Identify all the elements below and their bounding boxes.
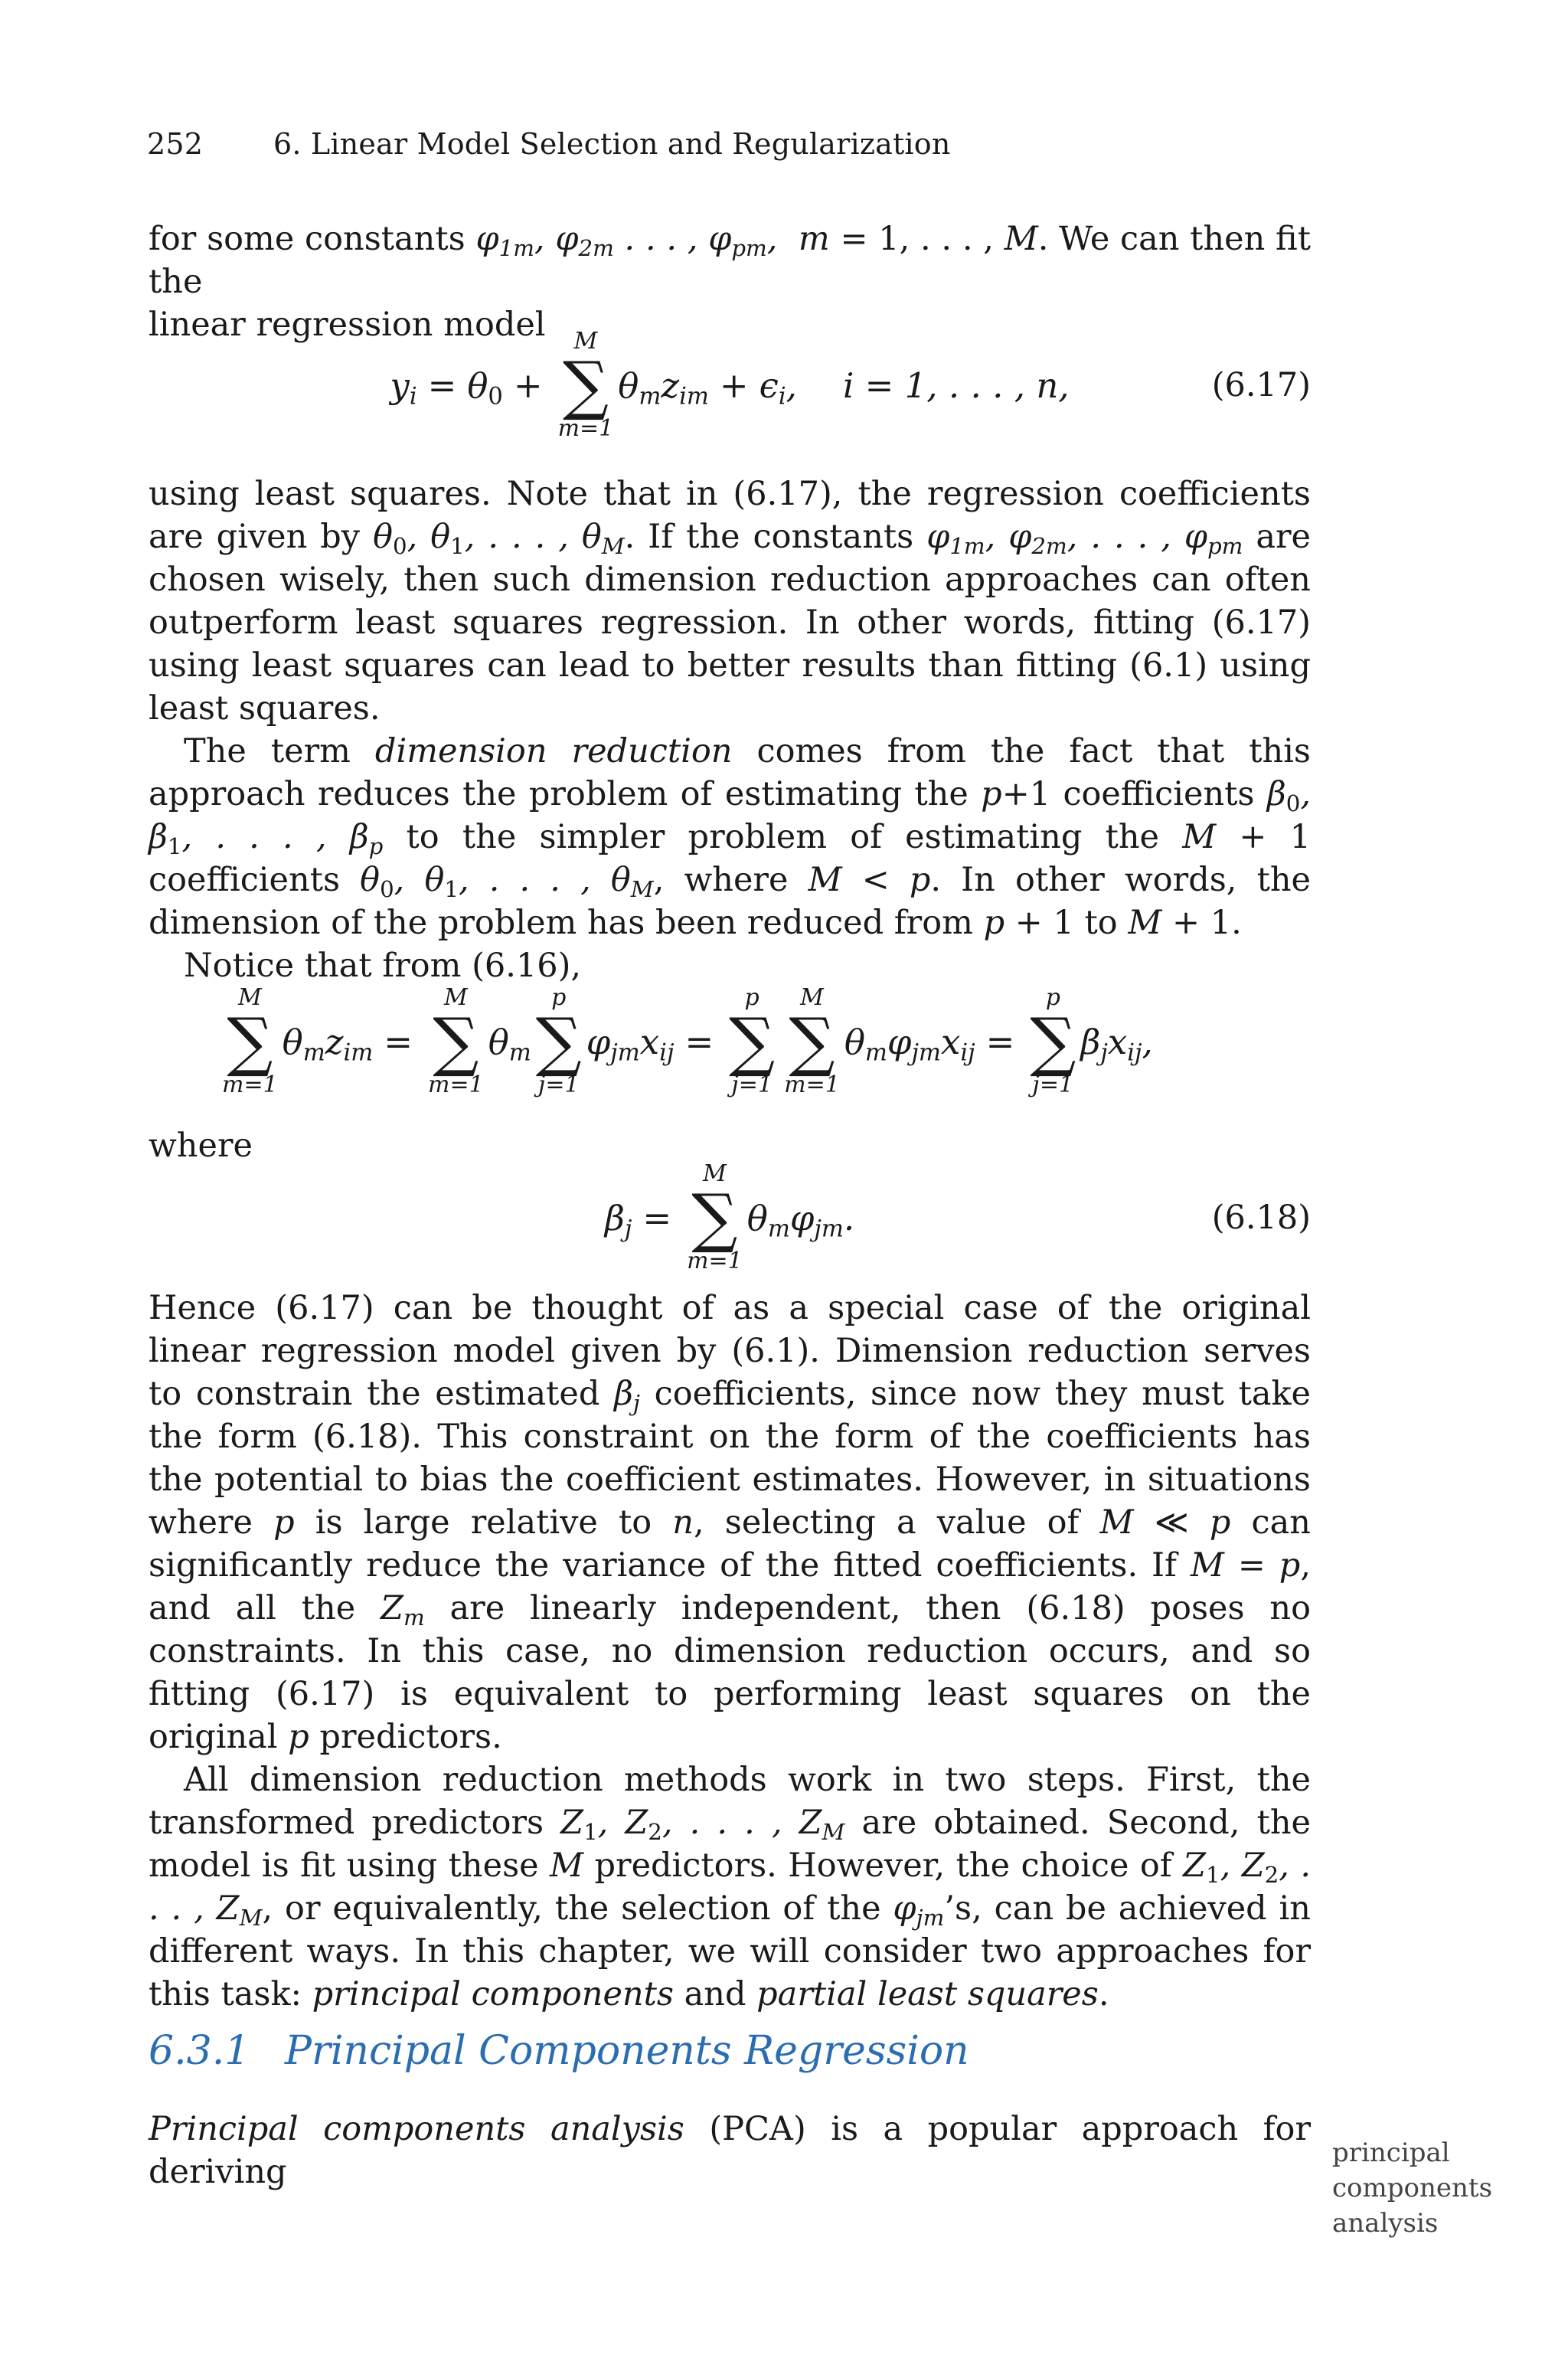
paragraph-body-1: using least squares. Note that in (6.17), the regression coefficients are given by $\theta_0$, $\theta_1$, . . . , $\theta_M$. If the constants $\varphi_{1m}$, $\varphi_{2m}$, . . . , $\varphi_{pm}$ are chosen wisely, then such dimension reduction approaches can often outperform least squares regression. In other words, fitting (6.17) using least squares can lead to better results than fitting (6.1) using least squares. The term dimension reduction comes from the fact that this approach reduces the problem of estimating the p+1 coefficients $\beta_0$, $\beta_1$, . . . , $\beta_p$ to the simpler problem of estimating the M + 1 coefficients $\theta_0$, $\theta_1$, . . . , $\theta_M$, where M < p. In other words, the dimension of the problem has been reduced from p + 1 to M + 1. Notice that from (6.16), — [149, 475, 1312, 985]
margin-note: principal components analysis — [1332, 2138, 1493, 2239]
paragraph-body-2: Hence (6.17) can be thought of as a special case of the original linear regression model given by (6.1). Dimension reduction serves to constrain the estimated $\beta_j$ coefficients, since now they must take the form (6.18). This constraint on the form of the coefficients has the potential to bias the coefficient estimates. However, in situations where p is large relative to n, selecting a value of M ≪ p can significantly reduce the variance of the fitted coefficients. If M = p, and all the $Z_m$ are linearly independent, then (6.18) poses no constraints. In this case, no dimension reduction occurs, and so fitting (6.17) is equivalent to performing least squares on the original p predictors. All dimension reduction methods work in two steps. First, the transformed predictors $Z_1$, $Z_2$, . . . , $Z_M$ are obtained. Second, the model is fit using these M predictors. However, the choice of $Z_1$, $Z_2$, . . . , $Z_M$, or equivalently, the selection of the $\varphi_{jm}’s$, can be achieved in different ways. In this chapter, we will consider two approaches for this task: principal components and partial least squares. — [149, 1289, 1311, 2013]
section-heading — [149, 2028, 969, 2074]
equation-expansion: M ∑ m=1 $\theta_mz_{im}$ = M ∑ m=1 $\theta_m$ p ∑ j=1 $\varphi_{jm}x_{ij}$ = p ∑ j=1 M ∑ m=1 $\theta_m\varphi_{jm}x_{ij}$ = p ∑ j=1 $\beta_jx_{ij}$, — [222, 984, 1153, 1098]
equation-number: (6.18) — [1211, 1199, 1311, 1237]
summation-symbol: M ∑ m=1 — [557, 328, 614, 442]
paragraph-intro: for some constants $\varphi_{1m}$, $\varphi_{2m}$ . . . , $\varphi_{pm}$, m = 1, . . . , M. We can then fit the linear regression model — [149, 220, 1312, 344]
running-head — [147, 127, 951, 161]
page-number: 252 — [147, 127, 204, 161]
equation-6-18: $\beta_j$ = M ∑ m=1 $\theta_m\varphi_{jm}$. (6.18) — [604, 1160, 1311, 1274]
chapter-title: 6. Linear Model Selection and Regularization — [273, 127, 951, 161]
section-title: Principal Components Regression — [285, 2028, 969, 2074]
where-label: where — [149, 1127, 253, 1165]
section-number: 6.3.1 — [149, 2028, 250, 2074]
paragraph-pca: Principal components analysis (PCA) is a popular approach for deriving — [149, 2110, 1312, 2191]
equation-number: (6.17) — [1211, 366, 1311, 404]
equation-6-17: $y_i$ = $\theta_0$ + M ∑ m=1 $\theta_mz_{im}$ + $\epsilon_i$, i = 1, . . . , n, (6.17) — [390, 328, 1311, 442]
